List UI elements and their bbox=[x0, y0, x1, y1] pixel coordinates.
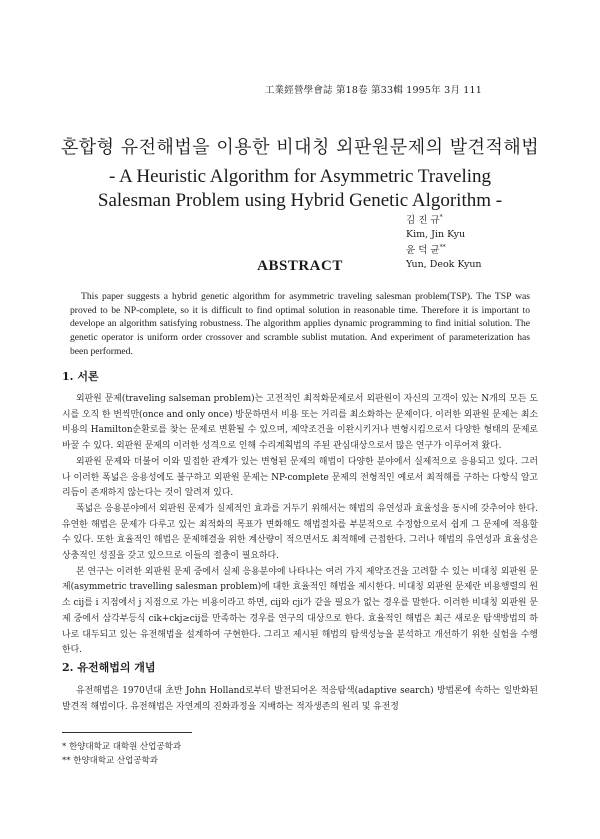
author-2-korean bbox=[406, 241, 482, 258]
author-1-name-ko: 김 진 규 bbox=[406, 215, 440, 227]
author-1-english: Kim, Jin Kyu bbox=[406, 228, 466, 240]
section-1-paragraph-4: 본 연구는 이러한 외판원 문제 중에서 실제 응용분야에 나타나는 여러 가지 제약조건을 고려할 수 있는 비대칭 외판원 문제(asymmetric travelling salesman problem)에 대한 효율적인 해법을 제시한다. 비대칭 외판원 문제란 비용행렬의 원소 cij를 i 지점에서 j 지점으로 가는 비용이라고 하면, cij와 cji가 같을 필요가 없는 경우를 말한다. 이러한 비대칭 외판원 문제 중에서 삼각부등식 cik+ckj≥cij를 만족하는 경우를 연구의 대상으로 한다. 효율적인 해법은 최근 새로운 탐색방법의 하나로 대두되고 있는 유전해법을 설계하여 구현한다. 그리고 제시된 해법의 탐색성능을 분석하고 개선하기 위한 실험을 수행한다. bbox=[62, 566, 539, 656]
title-english-line-1: - A Heuristic Algorithm for Asymmetric Traveling bbox=[108, 166, 492, 187]
abstract-heading: ABSTRACT bbox=[257, 258, 343, 274]
author-1-korean bbox=[406, 211, 482, 228]
abstract-text: This paper suggests a hybrid genetic algorithm for asymmetric traveling salesman problem(TSP). The TSP was proved to be NP-complete, so it is difficult to find optimal solution in reasonable time. Therefore it is important to develope an algorithm satisfying robustness. The algorithm applies dynamic programming to find initial solution. The genetic operator is uniform order crossover and scramble sublist mutation. And experiment of parameterization has been performed. bbox=[70, 291, 530, 357]
author-2-english: Yun, Deok Kyun bbox=[406, 258, 482, 270]
section-2-heading: 2. 유전해법의 개념 bbox=[62, 661, 156, 674]
title-korean: 혼합형 유전해법을 이용한 비대칭 외판원문제의 발견적해법 bbox=[60, 137, 540, 158]
running-head: 工業經營學會誌 第18卷 第33輯 1995年 3月 111 bbox=[264, 85, 482, 96]
section-2-paragraph-1: 유전해법은 1970년대 초반 John Holland로부터 발전되어온 적응탐색(adaptive search) 방법론에 속하는 일반화된 발견적 해법이다. 유전해법은 자연계의 진화과정을 지배하는 적자생존의 원리 및 유전정 bbox=[62, 686, 538, 712]
title-block bbox=[60, 133, 540, 213]
footnote-2: ** 한양대학교 산업공학과 bbox=[62, 756, 159, 766]
section-1-body bbox=[62, 392, 538, 659]
footnotes bbox=[62, 740, 181, 768]
title-english-line-2: Salesman Problem using Hybrid Genetic Algorithm - bbox=[97, 190, 503, 211]
footnote-divider bbox=[62, 732, 192, 733]
footnote-1: * 한양대학교 대학원 산업공학과 bbox=[62, 742, 182, 752]
section-1-paragraph-3: 폭넓은 응용분야에서 외판원 문제가 실제적인 효과를 거두기 위해서는 해법의 유연성과 효율성을 동시에 갖추어야 한다. 유연한 해법은 문제가 다루고 있는 최적화의 목표가 변화해도 해법절차를 부분적으로 수정함으로서 쉽게 그 문제에 적용할 수 있다. 또한 효율적인 해법은 문제해결을 위한 계산량이 적으면서도 최적해에 근접한다. 그러나 해법의 유연성과 효율성은 상충적인 성질을 갖고 있으므로 이들의 절충이 필요하다. bbox=[62, 503, 538, 562]
section-1-heading: 1. 서론 bbox=[62, 370, 99, 383]
section-1-paragraph-1: 외판원 문제(traveling salseman problem)는 고전적인 최적화문제로서 외판원이 자신의 고객이 있는 N개의 모든 도시를 오직 한 번씩만(once and only once) 방문하면서 비용 또는 거리를 최소화하는 문제이다. 이러한 외판원 문제는 최소비용의 Hamilton순환로를 찾는 문제로 변환될 수 있으며, 제약조건을 이완시키거나 변형시킴으로서 다양한 형태의 문제로 바꿀 수 있다. 외판원 문제의 이러한 성격으로 인해 수리계획법의 주된 관심대상으로서 많은 연구가 이루어져 왔다. bbox=[62, 394, 538, 452]
author-2-mark: ** bbox=[439, 244, 446, 252]
section-2-body bbox=[62, 684, 538, 715]
section-1-paragraph-2: 외판원 문제와 더불어 이와 밀접한 관계가 있는 변형된 문제의 해법이 다양한 분야에서 실제적으로 응용되고 있다. 그러나 이러한 폭넓은 응용성에도 불구하고 외판원 문제는 NP-complete 문제의 전형적인 예로서 최적해를 구하는 다항식 알고리듬이 존재하지 않는다는 것이 알려져 있다. bbox=[62, 456, 538, 499]
abstract-body bbox=[70, 290, 530, 359]
author-2-name-ko: 윤 덕 균 bbox=[406, 245, 440, 257]
author-1-mark: * bbox=[439, 214, 443, 221]
